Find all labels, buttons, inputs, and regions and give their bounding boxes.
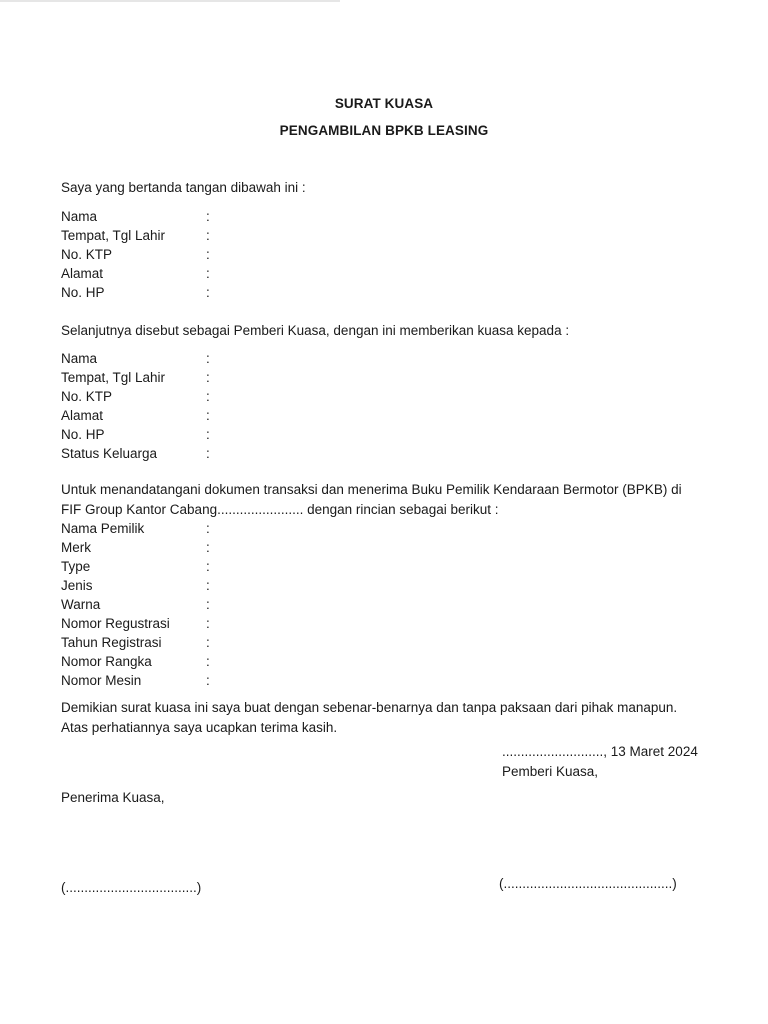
- field-label: Tahun Registrasi: [61, 635, 162, 650]
- grantor-field-address: [61, 266, 241, 284]
- date-line: ..........................., 13 Maret 2024: [502, 744, 698, 759]
- field-label: No. HP: [61, 285, 105, 300]
- grantee-field-phone: [61, 427, 241, 445]
- vehicle-field-registration-year: [61, 635, 241, 653]
- field-label: Alamat: [61, 408, 104, 423]
- document-subtitle: PENGAMBILAN BPKB LEASING: [279, 123, 489, 138]
- field-colon: :: [206, 351, 210, 366]
- field-label: Nomor Rangka: [61, 654, 152, 669]
- intro-text: Saya yang bertanda tangan dibawah ini :: [61, 180, 306, 195]
- vehicle-field-brand: [61, 540, 241, 558]
- field-label: No. KTP: [61, 247, 113, 262]
- field-colon: :: [206, 673, 210, 688]
- field-label: Nomor Regustrasi: [61, 616, 170, 631]
- grantee-field-birth: [61, 370, 241, 388]
- field-label: Nama: [61, 209, 98, 224]
- grantor-field-phone: [61, 285, 241, 303]
- vehicle-field-color: [61, 597, 241, 615]
- field-label: Tempat, Tgl Lahir: [61, 370, 166, 385]
- field-label: Warna: [61, 597, 101, 612]
- field-label: Jenis: [61, 578, 93, 593]
- field-colon: :: [206, 540, 210, 555]
- field-colon: :: [206, 209, 210, 224]
- field-label: Merk: [61, 540, 91, 555]
- field-label: Nomor Mesin: [61, 673, 142, 688]
- field-colon: :: [206, 370, 210, 385]
- grantor-field-birth: [61, 228, 241, 246]
- grantor-field-ktp: [61, 247, 241, 265]
- field-colon: :: [206, 521, 210, 536]
- grantee-role-label: Penerima Kuasa,: [61, 790, 165, 805]
- field-label: No. KTP: [61, 389, 113, 404]
- grantor-field-name: [61, 209, 241, 227]
- field-label: No. HP: [61, 427, 105, 442]
- field-colon: :: [206, 616, 210, 631]
- field-colon: :: [206, 285, 210, 300]
- field-colon: :: [206, 578, 210, 593]
- closing-text-line2: Atas perhatiannya saya ucapkan terima kasih.: [61, 720, 338, 735]
- grantee-signature-line: (...................................): [61, 880, 202, 895]
- grantor-signature-line: (.............................................): [499, 876, 677, 891]
- field-colon: :: [206, 247, 210, 262]
- field-colon: :: [206, 635, 210, 650]
- purpose-text-line2: FIF Group Kantor Cabang....................... dengan rincian sebagai berikut :: [61, 502, 499, 517]
- vehicle-field-chassis-number: [61, 654, 241, 672]
- field-colon: :: [206, 559, 210, 574]
- field-label: Nama: [61, 351, 98, 366]
- vehicle-field-owner: [61, 521, 241, 539]
- vehicle-field-engine-number: [61, 673, 241, 691]
- field-colon: :: [206, 408, 210, 423]
- field-colon: :: [206, 597, 210, 612]
- vehicle-field-kind: [61, 578, 241, 596]
- grantee-field-name: [61, 351, 241, 369]
- field-colon: :: [206, 389, 210, 404]
- grantor-role-label: Pemberi Kuasa,: [502, 764, 599, 779]
- scan-artifact-line: [0, 0, 340, 2]
- grantee-field-family-status: [61, 446, 241, 464]
- grantee-field-address: [61, 408, 241, 426]
- vehicle-field-type: [61, 559, 241, 577]
- field-colon: :: [206, 446, 210, 461]
- field-label: Type: [61, 559, 91, 574]
- transition-text: Selanjutnya disebut sebagai Pemberi Kuasa, dengan ini memberikan kuasa kepada :: [61, 323, 570, 338]
- purpose-text-line1: Untuk menandatangani dokumen transaksi dan menerima Buku Pemilik Kendaraan Bermotor (BPKB) di: [61, 482, 682, 497]
- field-colon: :: [206, 427, 210, 442]
- field-label: Tempat, Tgl Lahir: [61, 228, 166, 243]
- vehicle-field-registration-number: [61, 616, 241, 634]
- grantee-field-ktp: [61, 389, 241, 407]
- document-title: SURAT KUASA: [334, 96, 434, 111]
- field-colon: :: [206, 266, 210, 281]
- field-label: Alamat: [61, 266, 104, 281]
- field-colon: :: [206, 654, 210, 669]
- field-label: Nama Pemilik: [61, 521, 145, 536]
- closing-text-line1: Demikian surat kuasa ini saya buat dengan sebenar-benarnya dan tanpa paksaan dari pihak manapun.: [61, 700, 678, 715]
- field-colon: :: [206, 228, 210, 243]
- field-label: Status Keluarga: [61, 446, 158, 461]
